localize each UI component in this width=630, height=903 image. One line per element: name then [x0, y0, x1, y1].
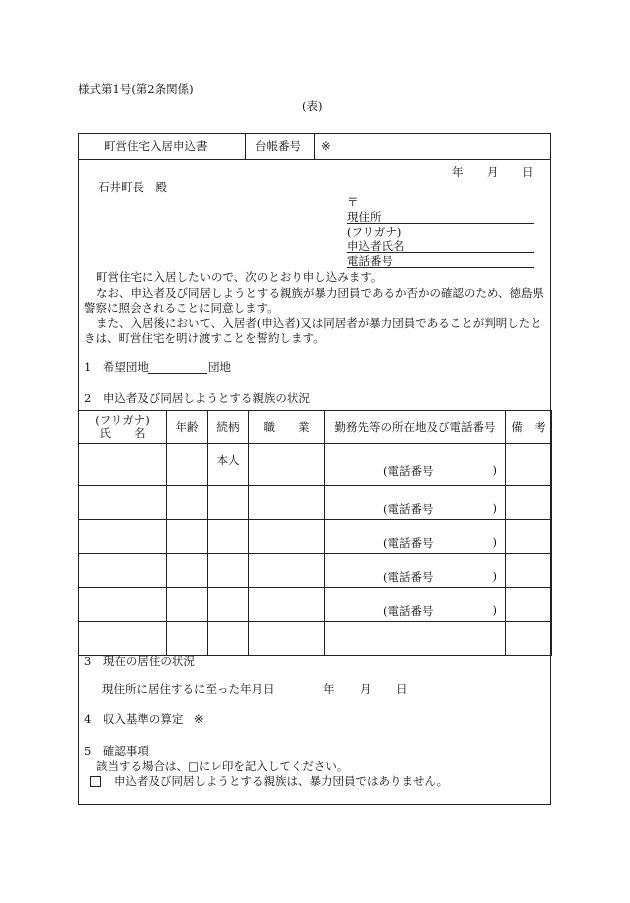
section1-label: 1 希望団地 [84, 360, 149, 374]
date-day: 日 [522, 165, 534, 179]
tel-close: ) [492, 500, 497, 515]
tel-close: ) [492, 534, 497, 549]
name-cell[interactable] [79, 588, 167, 622]
remarks-cell[interactable] [506, 520, 552, 554]
workplace-cell[interactable] [325, 486, 506, 520]
tel-close: ) [492, 568, 497, 583]
phone-label: 電話番号 [347, 254, 393, 268]
age-cell[interactable] [167, 622, 208, 656]
remarks-cell[interactable] [506, 444, 552, 486]
workplace-cell[interactable] [325, 520, 506, 554]
relation-cell[interactable] [208, 588, 249, 622]
section1-suffix: 団地 [208, 360, 231, 374]
residence-year: 年 [323, 682, 335, 696]
residence-day: 日 [396, 682, 408, 696]
ledger-label: 台帳番号 [255, 139, 301, 153]
tel-close: ) [492, 462, 497, 477]
age-cell[interactable] [167, 444, 208, 486]
table-row [79, 520, 552, 554]
col-remarks: 備 考 [506, 411, 552, 444]
header-sep-2 [314, 133, 315, 159]
self-label: 本人 [216, 453, 240, 467]
col-job: 職 業 [249, 411, 325, 444]
phone-underline[interactable] [347, 267, 534, 268]
section5-instruction: 該当する場合は、□にレ印を記入してください。 [96, 759, 349, 773]
furigana-label: (フリガナ) [347, 225, 402, 239]
section2-label: 2 申込者及び同居しようとする親族の状況 [84, 391, 310, 405]
tel-label: (電話番号 [383, 569, 434, 584]
body-p2a: なお、申込者及び同居しようとする親族が暴力団員であるか否かの確認のため、徳島県 [96, 286, 545, 300]
job-cell[interactable] [249, 588, 325, 622]
table-row [79, 554, 552, 588]
date-month: 月 [487, 165, 499, 179]
relation-cell[interactable] [208, 486, 249, 520]
tel-label: (電話番号 [383, 463, 434, 478]
checkbox-icon[interactable] [90, 776, 101, 787]
section5-label: 5 確認事項 [84, 744, 149, 758]
relation-cell[interactable] [208, 622, 249, 656]
remarks-cell[interactable] [506, 486, 552, 520]
table-row [79, 444, 552, 486]
workplace-cell[interactable] [325, 444, 506, 486]
job-cell[interactable] [249, 554, 325, 588]
job-cell[interactable] [249, 444, 325, 486]
table-row [79, 622, 552, 656]
header-divider [78, 159, 551, 160]
residence-month: 月 [360, 682, 372, 696]
desired-estate-field[interactable] [148, 373, 207, 374]
address-underline[interactable] [347, 223, 534, 224]
col-workplace: 勤務先等の所在地及び電話番号 [325, 411, 506, 444]
col-furigana: (フリガナ) [95, 413, 150, 427]
body-p2b: 警察に照会されることに同意します。 [84, 301, 279, 315]
ledger-mark: ※ [321, 139, 331, 153]
postal-mark: 〒 [347, 195, 359, 209]
section4-mark: ※ [194, 712, 204, 726]
date-year: 年 [452, 165, 464, 179]
tel-label: (電話番号 [383, 501, 434, 516]
applicant-name-label: 申込者氏名 [347, 239, 405, 253]
family-table-header [79, 411, 552, 444]
tel-label: (電話番号 [383, 603, 434, 618]
residence-since-label: 現住所に居住するに至った年月日 [102, 682, 275, 696]
tel-close: ) [492, 602, 497, 617]
col-name-label: 氏 名 [99, 426, 146, 440]
remarks-cell[interactable] [506, 622, 552, 656]
form-number: 様式第1号(第2条関係) [78, 82, 194, 96]
relation-cell [208, 444, 249, 486]
col-age: 年齢 [167, 411, 208, 444]
name-cell[interactable] [79, 554, 167, 588]
name-cell[interactable] [79, 486, 167, 520]
name-cell[interactable] [79, 444, 167, 486]
remarks-cell[interactable] [506, 588, 552, 622]
job-cell[interactable] [249, 622, 325, 656]
age-cell[interactable] [167, 520, 208, 554]
section3-label: 3 現在の居住の状況 [84, 654, 195, 668]
relation-cell[interactable] [208, 554, 249, 588]
confirm-checkbox[interactable] [90, 776, 101, 789]
relation-cell[interactable] [208, 520, 249, 554]
name-cell[interactable] [79, 520, 167, 554]
col-name [79, 411, 167, 444]
name-cell[interactable] [79, 622, 167, 656]
tel-label: (電話番号 [383, 535, 434, 550]
address-label: 現住所 [347, 210, 382, 224]
job-cell[interactable] [249, 520, 325, 554]
form-title: 町営住宅入居申込書 [104, 139, 208, 153]
table-row [79, 588, 552, 622]
workplace-cell[interactable] [325, 588, 506, 622]
name-underline[interactable] [347, 252, 534, 253]
side-label: (表) [302, 99, 323, 113]
body-p3b: きは、町営住宅を明け渡すことを誓約します。 [84, 331, 325, 345]
age-cell[interactable] [167, 588, 208, 622]
workplace-cell[interactable] [325, 622, 506, 656]
age-cell[interactable] [167, 554, 208, 588]
addressee: 石井町長 殿 [98, 180, 167, 194]
body-p1: 町営住宅に入居したいので、次のとおり申し込みます。 [96, 270, 383, 284]
job-cell[interactable] [249, 486, 325, 520]
section5-statement: 申込者及び同居しようとする親族は、暴力団員ではありません。 [114, 774, 449, 788]
section4-label: 4 収入基準の算定 [84, 712, 184, 726]
table-row [79, 486, 552, 520]
body-p3a: また、入居後において、入居者(申込者)又は同居者が暴力団員であることが判明したと [96, 316, 542, 330]
family-table [78, 410, 552, 656]
header-sep-1 [245, 133, 246, 159]
col-relation: 続柄 [208, 411, 249, 444]
workplace-cell[interactable] [325, 554, 506, 588]
remarks-cell[interactable] [506, 554, 552, 588]
age-cell[interactable] [167, 486, 208, 520]
